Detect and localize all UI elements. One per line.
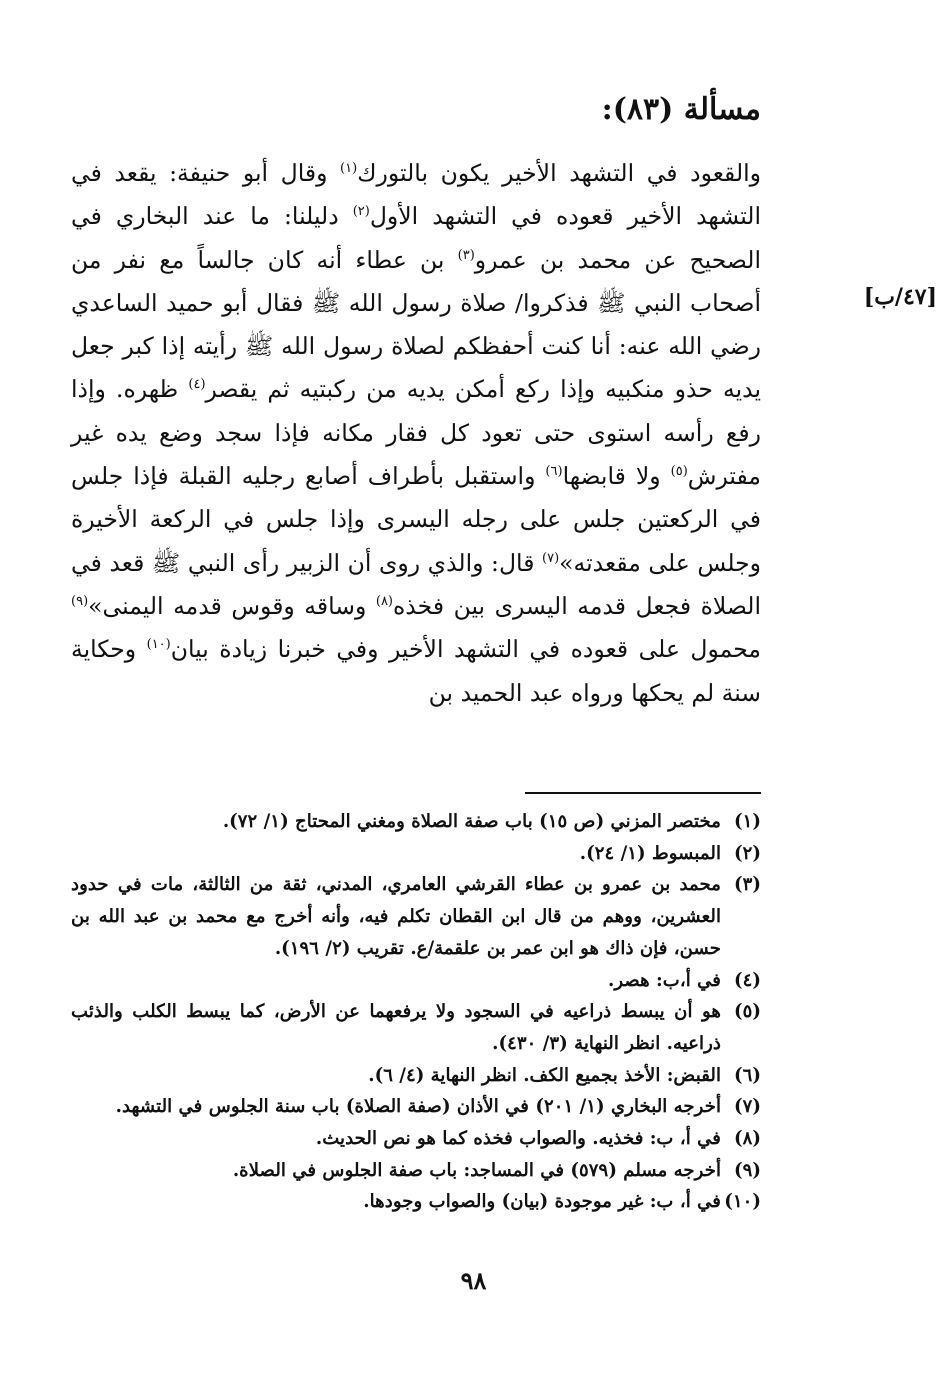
footnote-number: (٤) (734, 969, 761, 991)
footnote-item (71, 965, 761, 997)
footnote-reference[interactable]: (٨) (375, 594, 393, 610)
footnote-text: هو أن يبسط ذراعيه في السجود ولا يرفعهما عن الأرض، كما يبسط الكلب والذئب ذراعيه. انظر النهاية (٣/ ٤٣٠). (71, 1001, 721, 1054)
footnote-item (71, 1091, 761, 1123)
footnote-reference[interactable]: (٣) (457, 247, 475, 263)
manuscript-folio-marker: [٤٧/ب] (863, 284, 937, 310)
footnote-number: (٦) (734, 1064, 761, 1086)
footnote-reference[interactable]: (١) (340, 161, 358, 177)
footnote-text: أخرجه البخاري (١/ ٢٠١) في الأذان (صفة الصلاة) باب سنة الجلوس في التشهد. (115, 1096, 721, 1118)
footnote-reference[interactable]: (١٠) (146, 637, 171, 653)
footnote-item (71, 1186, 761, 1218)
text-run: وحكاية سنة لم يحكها ورواه عبد الحميد بن (71, 635, 761, 707)
footnote-text: أخرجه مسلم (٥٧٩) في المساجد: باب صفة الجلوس في الصلاة. (232, 1159, 721, 1181)
footnote-number: (٩) (734, 1159, 761, 1181)
footnote-item (71, 1123, 761, 1155)
footnote-text: في أ، ب: غير موجودة (بيان) والصواب وجودها. (363, 1191, 721, 1213)
footnote-text: محمد بن عمرو بن عطاء القرشي العامري، المدني، ثقة من الثالثة، مات في حدود العشرين، ووهم من قال ابن القطان تكلم فيه، وأنه أخرج مع محمد بن عبد الله بن حسن، فإن ذاك هو ابن عمر بن علقمة/ع. تقريب (٢/ ١٩٦). (71, 874, 721, 959)
footnote-reference[interactable]: (٤) (188, 377, 206, 393)
footnote-item (71, 996, 761, 1059)
footnote-separator (525, 792, 761, 794)
footnote-number: (٣) (734, 874, 761, 896)
footnote-text: في أ،ب: هصر. (607, 969, 721, 991)
footnote-number: (٥) (734, 1001, 761, 1023)
text-run: وقال أبو حنيفة: يقعد في التشهد الأخير قعوده في التشهد الأول (71, 159, 762, 231)
text-run: بن عطاء أنه كان جالساً مع نفر من أصحاب النبي ﷺ فذكروا/ صلاة رسول الله ﷺ فقال أبو حميد الساعدي رضي الله عنه: أنا كنت أحفظكم لصلاة رسول الله ﷺ رأيته إذا كبر جعل يديه حذو منكبيه وإذا ركع أمكن يديه من ركبتيه ثم يقصر (71, 245, 761, 404)
text-run: قال: والذي روى أن الزبير رأى النبي ﷺ قعد في الصلاة فجعل قدمه اليسرى بين فخذه (71, 548, 761, 620)
footnote-item (71, 806, 761, 838)
footnote-reference[interactable]: (٦) (545, 464, 563, 480)
text-run: دليلنا: ما عند البخاري في الصحيح عن محمد بن عمرو (71, 202, 761, 274)
footnote-text: مختصر المزني (ص ١٥) باب صفة الصلاة ومغني المحتاج (١/ ٧٢). (222, 811, 721, 832)
footnote-text: المبسوط (١/ ٢٤). (579, 842, 721, 864)
footnote-item (71, 1060, 761, 1092)
body-paragraph (71, 152, 761, 715)
footnote-number: (٨) (734, 1128, 761, 1150)
section-heading: مسألة (٨٣): (601, 92, 761, 127)
footnote-number: (١٠) (724, 1191, 761, 1213)
footnote-text: القبض: الأخذ بجميع الكف. انظر النهاية (٤/ ٦). (368, 1064, 721, 1086)
footnote-number: (٢) (734, 842, 761, 864)
footnote-reference[interactable]: (٧) (542, 550, 560, 566)
page-number: ٩٨ (460, 1266, 487, 1295)
text-run: محمول على قعوده في التشهد الأخير وفي خبرنا زيادة بيان (170, 635, 761, 664)
footnote-number: (٧) (734, 1096, 761, 1118)
footnote-list (71, 806, 761, 1218)
footnote-reference[interactable]: (٩) (71, 594, 89, 610)
text-run: وساقه وقوس قدمه اليمنى» (88, 591, 376, 620)
footnote-reference[interactable]: (٥) (670, 464, 688, 480)
text-run: ولا قابضها (562, 462, 671, 491)
main-text (71, 152, 761, 715)
footnote-item (71, 1155, 761, 1187)
footnote-reference[interactable]: (٢) (352, 204, 370, 220)
footnote-number: (١) (734, 811, 761, 832)
text-run: ظهره. وإذا رفع رأسه استوى حتى تعود كل فقار مكانه فإذا سجد وضع يده غير مفترش (71, 375, 761, 491)
text-run: والقعود في التشهد الأخير يكون بالتورك (357, 159, 761, 187)
footnote-item (71, 838, 761, 870)
text-run: واستقبل بأطراف أصابع رجليه القبلة فإذا جلس في الركعتين جلس على رجله اليسرى وإذا جلس في الركعة الأخيرة وجلس على مقعدته» (71, 462, 762, 577)
footnote-text: في أ، ب: فخذيه. والصواب فخذه كما هو نص الحديث. (315, 1128, 721, 1150)
footnote-item (71, 869, 761, 964)
